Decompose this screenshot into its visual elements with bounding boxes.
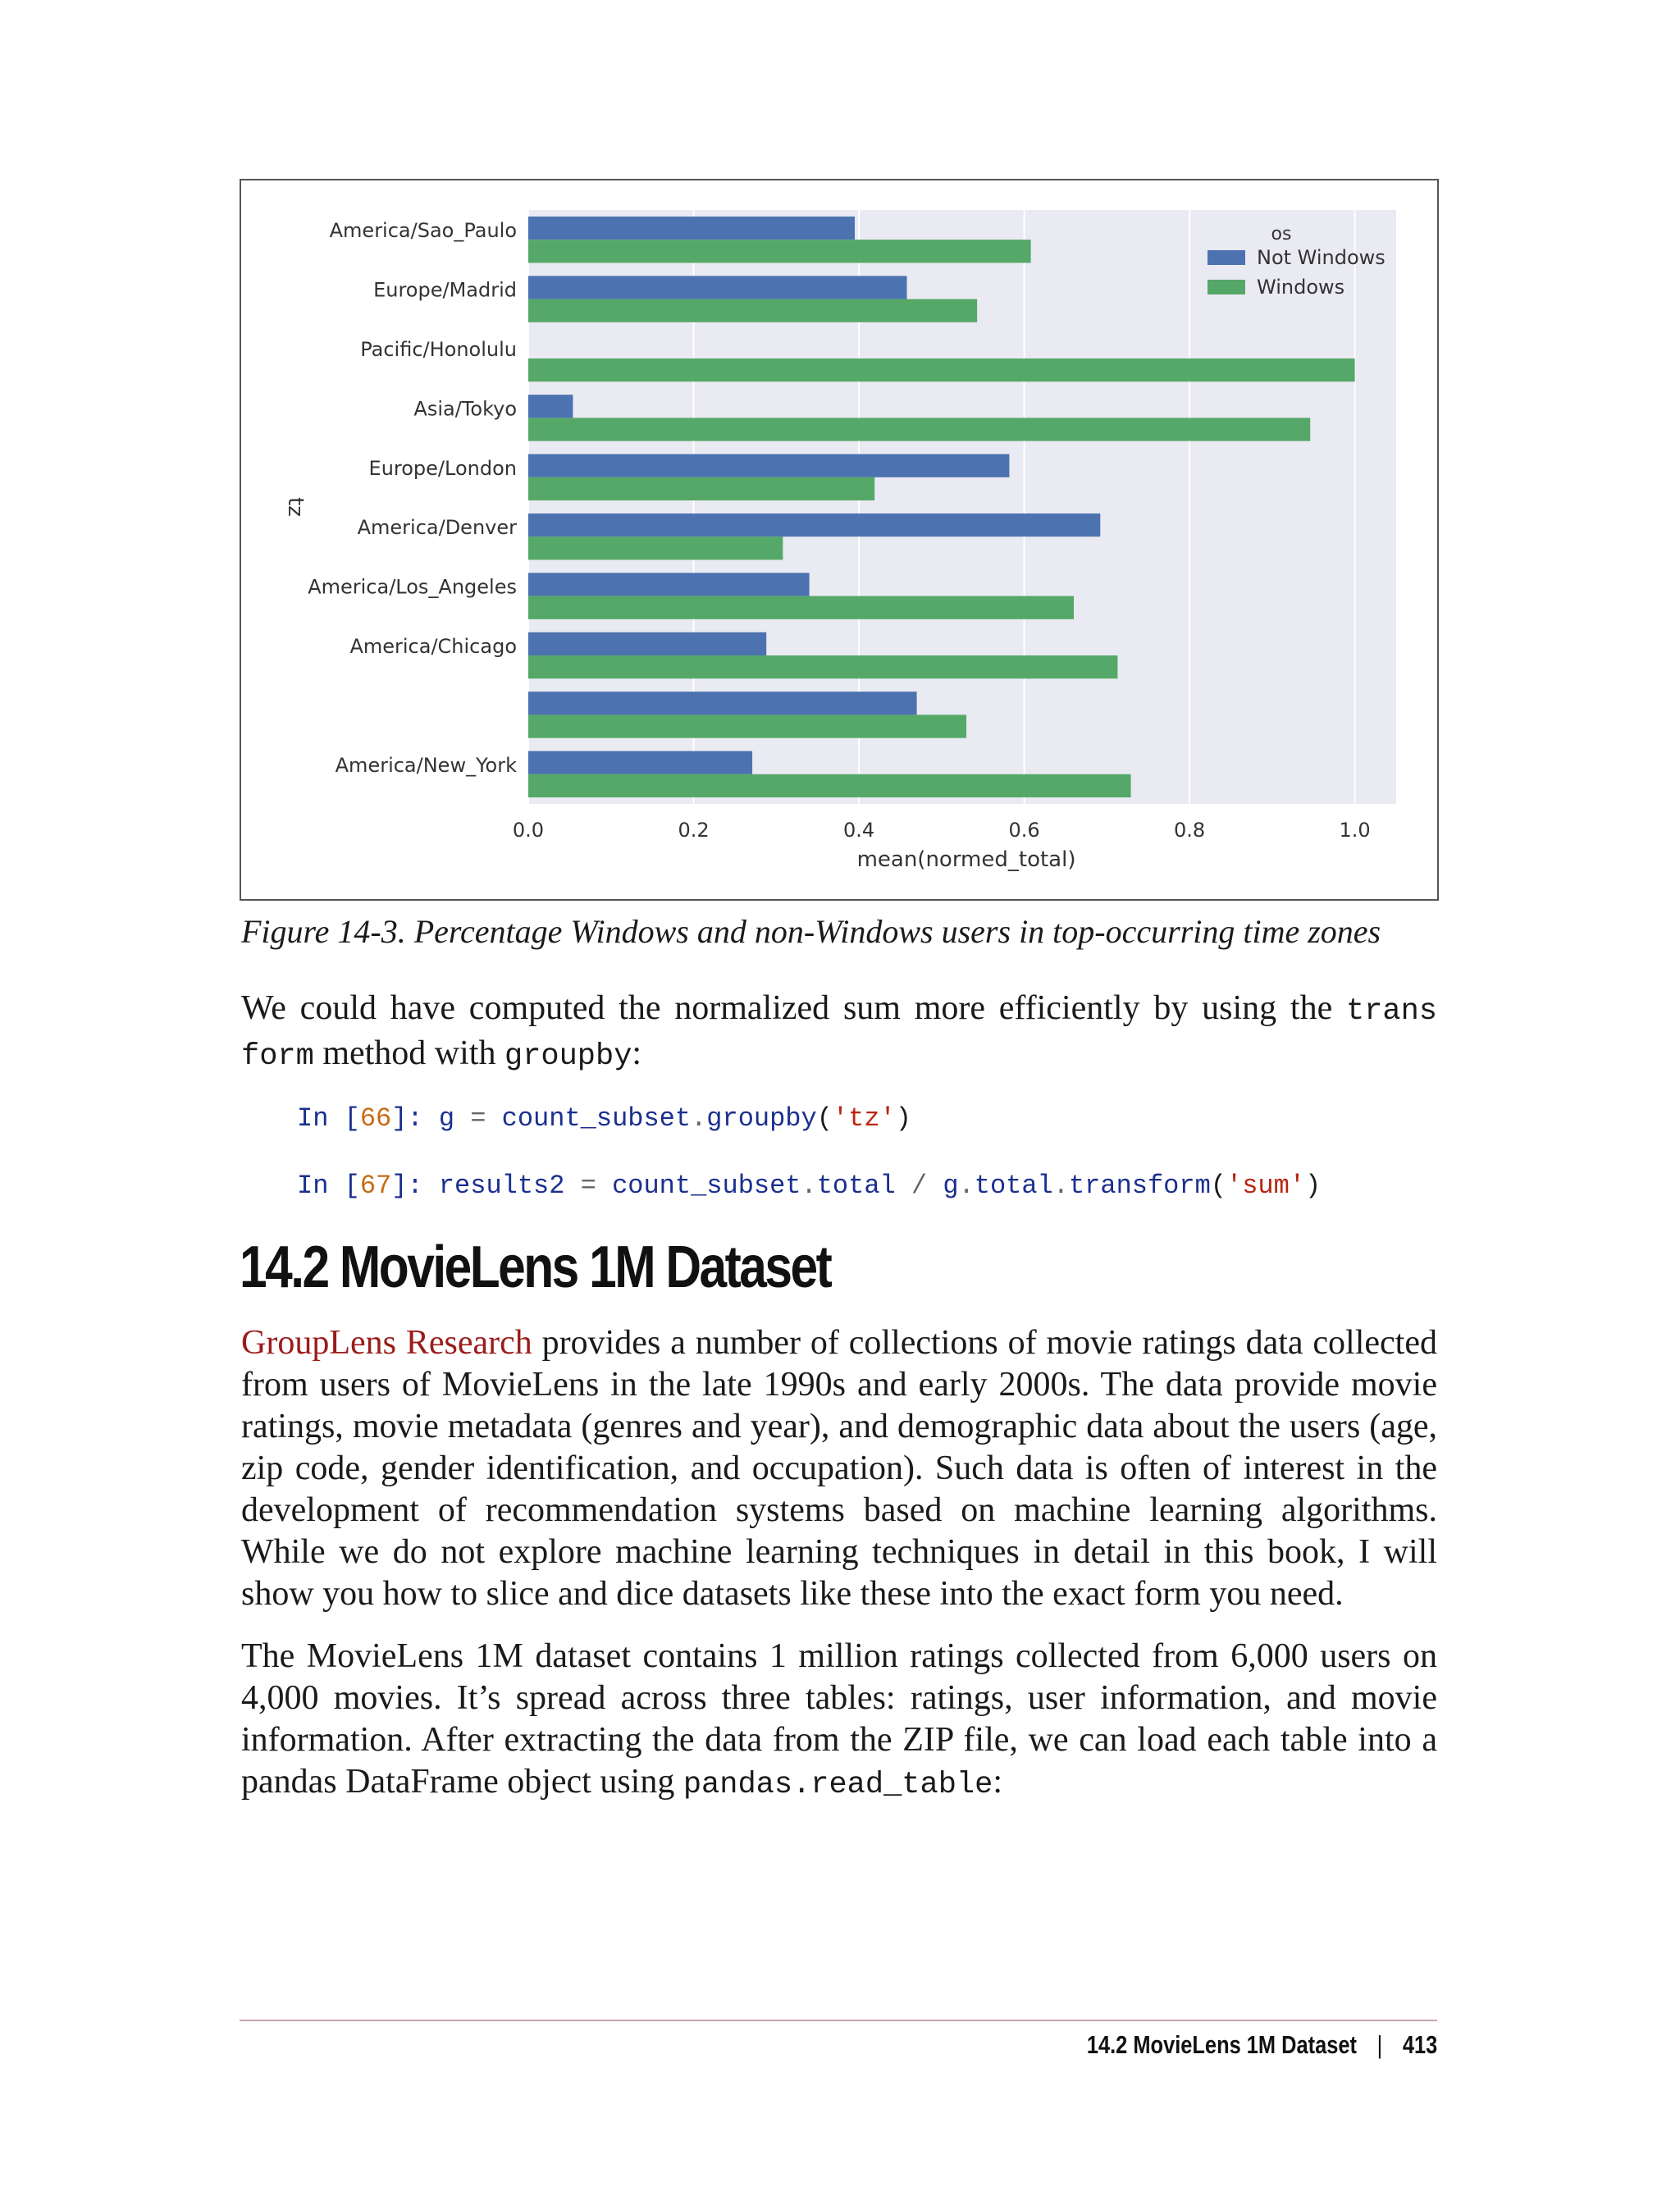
footer-rule	[240, 2020, 1437, 2021]
bar-windows	[528, 596, 1074, 619]
bar-windows	[528, 299, 977, 322]
footer-section-title: 14.2 MovieLens 1M Dataset	[1086, 2030, 1357, 2059]
bar-windows	[528, 714, 966, 737]
intro-code-groupby: groupby	[504, 1039, 632, 1074]
legend-label: Windows	[1257, 276, 1345, 299]
bar-windows	[528, 477, 874, 500]
grouplens-link[interactable]: GroupLens Research	[241, 1324, 532, 1362]
figure-caption: Figure 14-3. Percentage Windows and non-Windows users in top-occurring time zones	[241, 913, 1381, 950]
bar-not-windows	[528, 217, 855, 240]
y-tick-label: America/Sao_Paulo	[329, 219, 517, 243]
bar-windows	[528, 358, 1355, 381]
figure-frame	[240, 179, 1439, 901]
legend-swatch	[1208, 280, 1245, 294]
footer-separator: |	[1376, 2030, 1382, 2059]
intro-text-2: method with	[313, 1034, 504, 1072]
paragraph-movielens: The MovieLens 1M dataset contains 1 million ratings collected from 6,000 users on 4,000 movies. It’s spread across three tables: ratings, user information, and movie information. After extracting the data from the ZIP file, we can load each table into a pandas DataFrame object using pandas.read_table:	[241, 1637, 1437, 1802]
x-tick-label: 0.8	[1174, 819, 1206, 842]
bar-not-windows	[528, 751, 752, 774]
x-axis-label: mean(normed_total)	[856, 847, 1076, 872]
bar-not-windows	[528, 632, 766, 655]
bar-not-windows	[528, 395, 573, 418]
bar-not-windows	[528, 692, 917, 714]
bar-windows	[528, 655, 1117, 678]
x-tick-label: 0.0	[512, 819, 545, 842]
x-tick-label: 1.0	[1339, 819, 1371, 842]
y-tick-label: Europe/Madrid	[373, 278, 517, 302]
x-tick-label: 0.6	[1008, 819, 1040, 842]
paragraph-movielens-text: The MovieLens 1M dataset contains 1 million ratings collected from 6,000 users on 4,000 movies. It’s spread across three tables: ratings, user information, and movie information. After extracting the data from the ZIP file, we can load each table into a pandas DataFrame object using	[241, 1637, 1437, 1801]
legend-title: os	[1271, 224, 1292, 244]
paragraph-grouplens	[241, 1322, 1437, 1615]
bar-not-windows	[528, 454, 1009, 477]
bar-not-windows	[528, 276, 906, 299]
y-tick-label: Asia/Tokyo	[413, 397, 517, 421]
legend-swatch	[1208, 250, 1245, 265]
y-tick-label: Pacific/Honolulu	[360, 337, 517, 361]
bar-windows	[528, 536, 783, 559]
y-tick-label: America/Denver	[357, 516, 517, 540]
y-tick-label: America/Chicago	[349, 634, 517, 658]
intro-text-1: We could have computed the normalized sum more efficiently by using the	[241, 989, 1346, 1027]
bar-windows	[528, 774, 1131, 797]
x-tick-label: 0.4	[842, 819, 875, 842]
bar-windows	[528, 240, 1031, 262]
y-tick-label: America/New_York	[335, 753, 517, 777]
paragraph-grouplens-text: provides a number of collections of movie ratings data collected from users of MovieLens in the late 1990s and early 2000s. The data provide movie ratings, movie metadata (genres and year), and demographic data about the users (age, zip code, gender identification, and occupation). Such data is often of interest in the development of recommendation systems based on machine learning algorithms. While we do not explore machine learning techniques in detail in this book, I will show you how to slice and dice datasets like these into the exact form you need.	[241, 1324, 1437, 1613]
intro-text-3: :	[632, 1034, 642, 1072]
intro-code-transform: trans form	[241, 994, 1437, 1074]
bar-chart	[241, 180, 1437, 899]
legend-label: Not Windows	[1257, 246, 1386, 269]
code-line-67: In [67]: results2 = count_subset.total / g.total.transform('sum')	[297, 1171, 1322, 1201]
y-tick-label: Europe/London	[368, 456, 517, 480]
bar-windows	[528, 418, 1310, 441]
y-axis-label: tz	[283, 497, 308, 517]
code-read-table: pandas.read_table	[682, 1768, 993, 1802]
bar-not-windows	[528, 573, 810, 596]
page-footer	[1087, 2026, 1437, 2064]
code-line-66: In [66]: g = count_subset.groupby('tz')	[297, 1103, 911, 1134]
page-number: 413	[1402, 2030, 1437, 2059]
bar-not-windows	[528, 514, 1100, 536]
y-tick-label: America/Los_Angeles	[308, 575, 517, 599]
x-tick-label: 0.2	[678, 819, 710, 842]
section-heading: 14.2 MovieLens 1M Dataset	[240, 1235, 831, 1300]
intro-paragraph	[241, 988, 1437, 1078]
